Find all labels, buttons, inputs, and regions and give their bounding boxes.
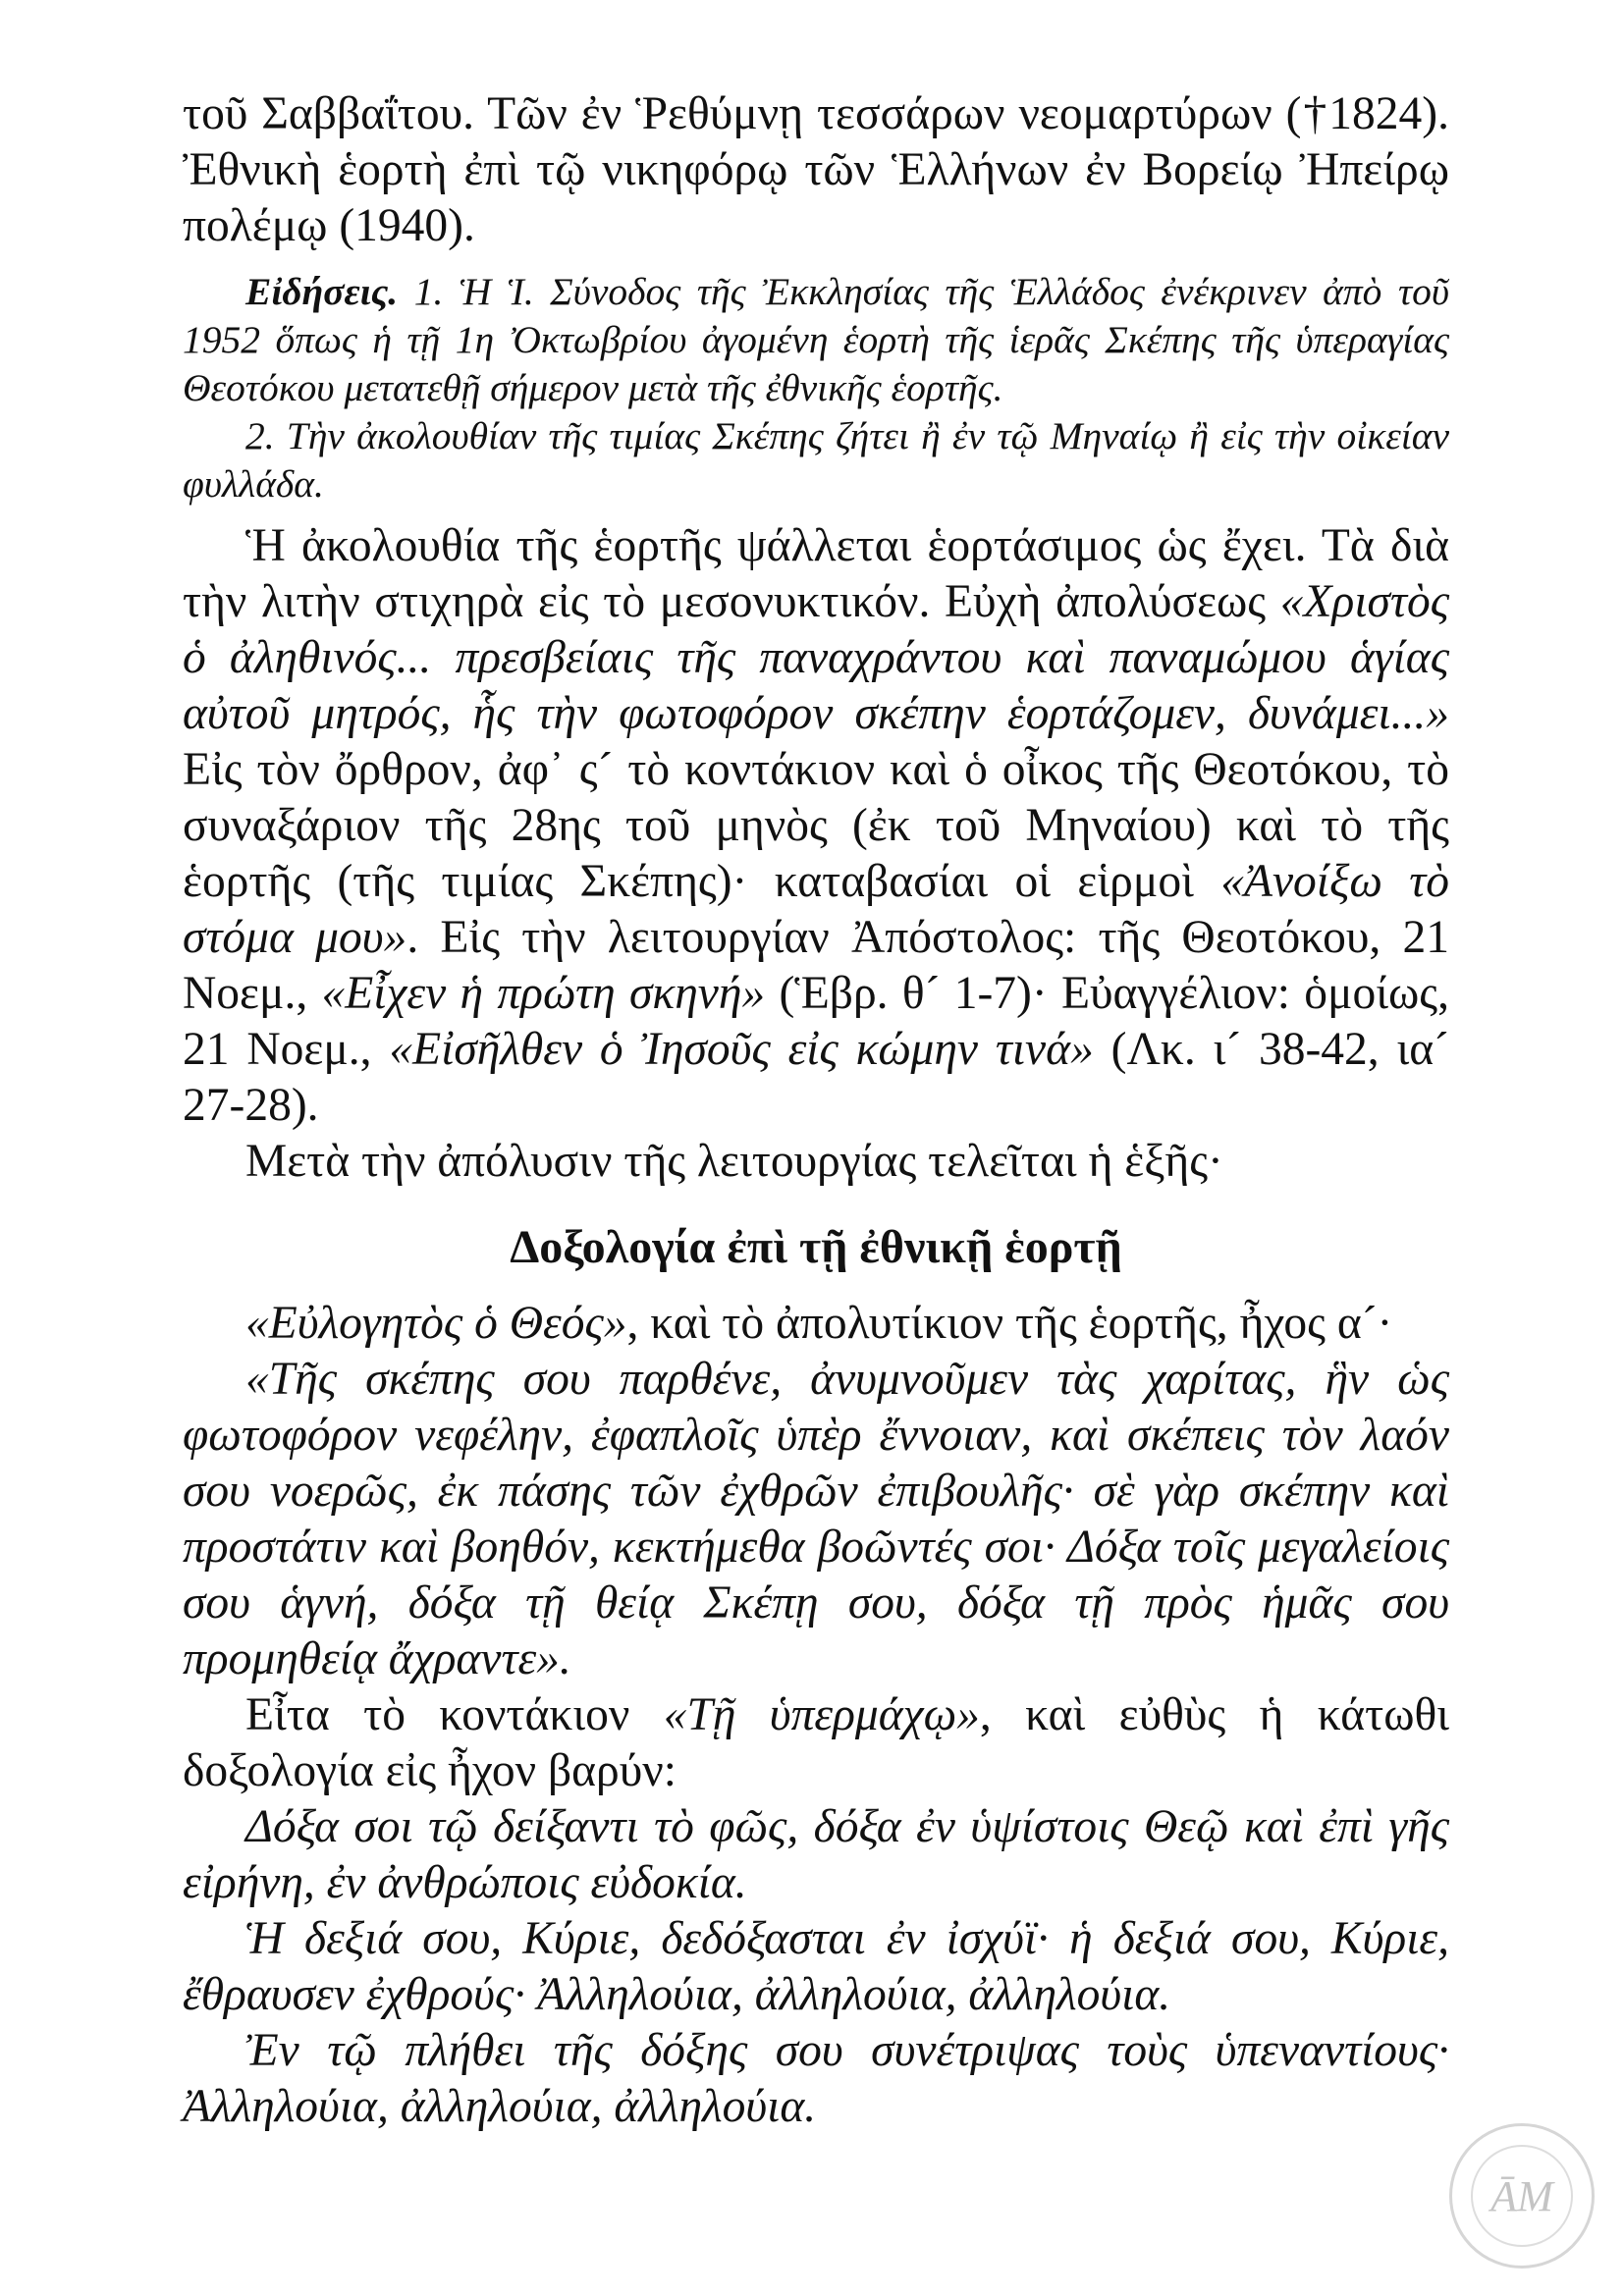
service-order-text-a: Ἡ ἀκολουθία τῆς ἑορτῆς ψάλλεται ἑορτάσιμος ὡς ἔχει. Τὰ διὰ τὴν λιτὴν στιχηρὰ εἰς τὸ μεσονυκτικόν. Εὐχὴ ἀπολύσεως [183, 520, 1449, 627]
service-order-text-e: . Εἰς τὴν λειτουργίαν Ἀπόστολος: τῆς Θεοτόκου, 21 Νοεμ., [183, 912, 1449, 1019]
irmos-quote: «Ἀνοίξω τὸ στόμα μου» [183, 856, 1449, 963]
seal-monogram: ᾹΜ [1471, 2145, 1573, 2247]
dismissal-prayer-quote: «Χριστὸς ὁ ἀληθινός... πρεσβείαις τῆς παναχράντου καὶ παναμώμου ἁγίας αὐτοῦ μητρός, ἧς τὴν φωτοφόρον σκέπην ἑορτάζομεν, δυνάμει...» [183, 576, 1449, 739]
service-order-text-c: Εἰς τὸν ὄρθρον, ἀφ᾽ ς´ τὸ κοντάκιον καὶ ὁ οἶκος τῆς Θεοτόκου, τὸ συναξάριον τῆς 28ης τοῦ μηνὸς (ἐκ τοῦ Μηναίου) καὶ τὸ τῆς ἑορτῆς (τῆς τιμίας Σκέπης)· καταβασίαι οἱ εἱρμοὶ [183, 744, 1449, 907]
paragraph-apolytikion: «Τῆς σκέπης σου παρθένε, ἀνυμνοῦμεν τὰς χαρίτας, ἣν ὡς φωτοφόρον νεφέλην, ἐφαπλοῖς ὑπὲρ ἔννοιαν, καὶ σκέπεις τὸν λαόν σου νοερῶς, ἐκ πάσης τῶν ἐχθρῶν ἐπιβουλῆς· σὲ γὰρ σκέπην καὶ προστάτιν καὶ βοηθόν, κεκτήμεθα βοῶντές σοι· Δόξα τοῖς μεγαλείοις σου ἁγνή, δόξα τῇ θείᾳ Σκέπῃ σου, δόξα τῇ πρὸς ἡμᾶς σου προμηθείᾳ ἄχραντε». [183, 1354, 1449, 1684]
paragraph-doxology-start [183, 1296, 1449, 1352]
service-order-text-i: (Λκ. ι´ 38-42, ια´ 27-28). [183, 1024, 1450, 1131]
kontakion-text-c: , καὶ εὐθὺς ἡ κάτωθι δοξολογία εἰς ἦχον βαρύν: [183, 1689, 1449, 1796]
verse-multitude: Ἐν τῷ πλήθει τῆς δόξης σου συνέτριψας τοὺς ὑπεναντίους· Ἀλληλούια, ἀλληλούια, ἀλληλούια. [183, 2025, 1449, 2132]
paragraph-after-liturgy: Μετὰ τὴν ἀπόλυσιν τῆς λειτουργίας τελεῖται ἡ ἑξῆς· [245, 1136, 1223, 1187]
paragraph-saints-of-day: τοῦ Σαββαΐτου. Τῶν ἐν Ῥεθύμνῃ τεσσάρων νεομαρτύρων (†1824). Ἐθνικὴ ἑορτὴ ἐπὶ τῷ νικηφόρῳ τῶν Ἑλλήνων ἐν Βορείῳ Ἠπείρῳ πολέμῳ (1940). [183, 88, 1449, 251]
apostle-quote: «Εἶχεν ἡ πρώτη σκηνή» [321, 968, 766, 1019]
choir-seal-watermark [1449, 2123, 1595, 2269]
note-1 [183, 268, 1449, 412]
verse-right-hand: Ἡ δεξιά σου, Κύριε, δεδόξασται ἐν ἰσχύϊ· ἡ δεξιά σου, Κύριε, ἔθραυσεν ἐχθρούς· Ἀλληλούια, ἀλληλούια, ἀλληλούια. [183, 1913, 1449, 2020]
paragraph-service-order [183, 518, 1449, 1134]
gospel-quote: «Εἰσῆλθεν ὁ Ἰησοῦς εἰς κώμην τινά» [389, 1024, 1094, 1075]
document-page [183, 86, 1449, 2135]
note-2: 2. Τὴν ἀκολουθίαν τῆς τιμίας Σκέπης ζήτει ἢ ἐν τῷ Μηναίῳ ἢ εἰς τὴν οἰκείαν φυλλάδα. [183, 414, 1449, 506]
service-order-text-g: (Ἑβρ. θ´ 1-7)· Εὐαγγέλιον: ὁμοίως, 21 Νοεμ., [183, 968, 1449, 1075]
note-1-text: 1. Ἡ Ἱ. Σύνοδος τῆς Ἐκκλησίας τῆς Ἑλλάδος ἐνέκρινεν ἀπὸ τοῦ 1952 ὅπως ἡ τῇ 1η Ὀκτωβρίου ἀγομένη ἑορτὴ τῆς ἱερᾶς Σκέπης τῆς ὑπεραγίας Θεοτόκου μετατεθῇ σήμερον μετὰ τῆς ἐθνικῆς ἑορτῆς. [183, 270, 1449, 409]
section-heading: Δοξολογία ἐπὶ τῇ ἐθνικῇ ἑορτῇ [510, 1221, 1122, 1273]
verse-glory: Δόξα σοι τῷ δείξαντι τὸ φῶς, δόξα ἐν ὑψίστοις Θεῷ καὶ ἐπὶ γῆς εἰρήνη, ἐν ἀνθρώποις εὐδοκία. [183, 1801, 1449, 1908]
kontakion-text-a: Εἶτα τὸ κοντάκιον [245, 1689, 664, 1740]
blessed-quote: «Εὐλογητὸς ὁ Θεός» [245, 1298, 627, 1349]
paragraph-kontakion [183, 1687, 1449, 1799]
kontakion-quote: «Τῇ ὑπερμάχῳ» [663, 1689, 980, 1740]
notes-label: Εἰδήσεις. [245, 270, 399, 313]
doxology-start-text: , καὶ τὸ ἀπολυτίκιον τῆς ἑορτῆς, ἦχος α´· [626, 1298, 1393, 1349]
